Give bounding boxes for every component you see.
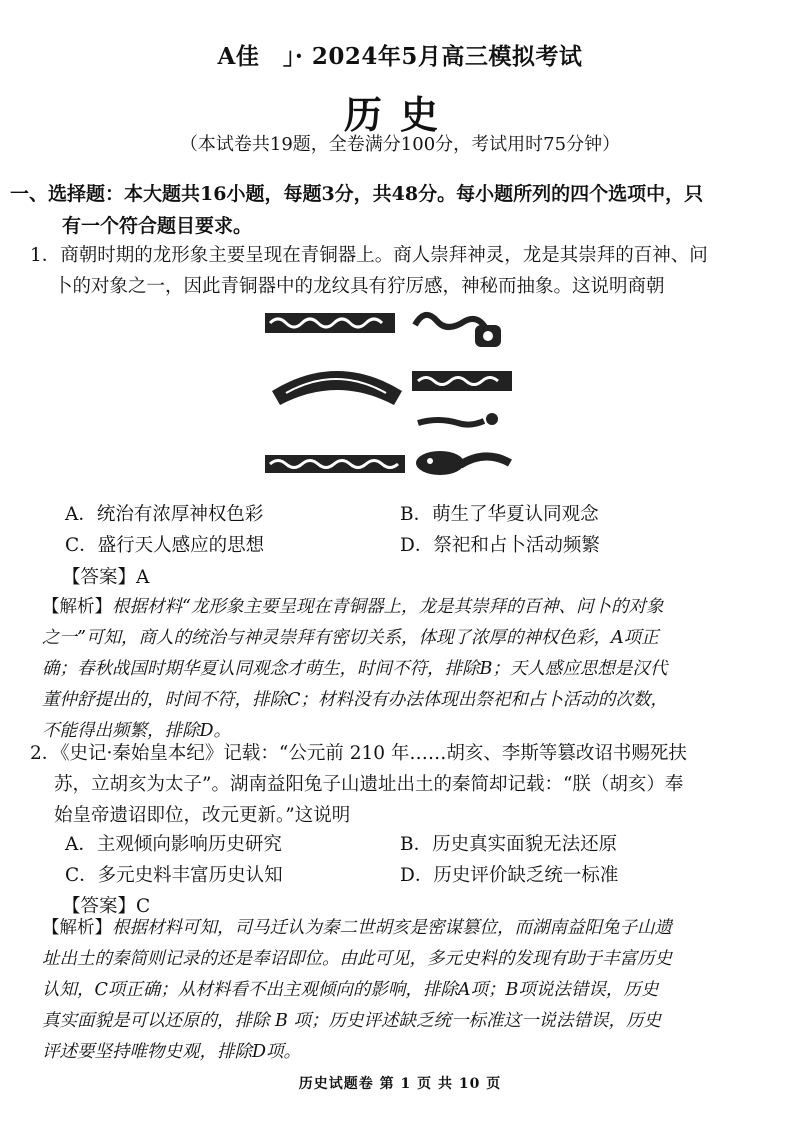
question-1-stem xyxy=(30,240,785,302)
option-row xyxy=(65,500,765,531)
section-heading-line1: 一、选择题：本大题共16小题，每题3分，共48分。每小题所列的四个选项中，只 xyxy=(10,183,704,205)
question-1-line2: 卜的对象之一，因此青铜器中的龙纹具有狞厉感，神秘而抽象。这说明商朝 xyxy=(54,276,665,297)
q1-option-d[interactable]: D．祭祀和占卜活动频繁 xyxy=(400,535,600,556)
q2-option-c[interactable]: C．多元史料丰富历史认知 xyxy=(65,865,283,886)
question-1-line1: 1．商朝时期的龙形象主要呈现在青铜器上。商人崇拜神灵，龙是其崇拜的百神、问 xyxy=(30,245,708,266)
page-footer: 历史试题卷 第 1 页 共 10 页 xyxy=(298,1076,502,1092)
option-row xyxy=(65,830,765,861)
q2-option-a[interactable]: A．主观倾向影响历史研究 xyxy=(65,834,282,855)
dragon-band-top-left xyxy=(265,313,395,333)
section-heading-line2: 有一个符合题目要求。 xyxy=(62,215,253,237)
q2-option-d[interactable]: D．历史评价缺乏统一标准 xyxy=(400,865,619,886)
dragon-figure-bottom-right xyxy=(416,451,510,475)
q2-analysis-line3: 认知，C项正确；从材料看不出主观倾向的影响，排除A项；B项说法错误，历史 xyxy=(42,980,659,1000)
q2-answer: 【答案】C xyxy=(62,896,151,917)
dragon-band-bottom-left xyxy=(265,455,405,473)
question-2-options xyxy=(65,830,765,892)
question-2-stem xyxy=(30,738,785,831)
q1-option-b[interactable]: B．萌生了华夏认同观念 xyxy=(400,504,599,525)
q2-analysis-tag: 【解析】 xyxy=(42,918,112,938)
q1-option-a[interactable]: A．统治有浓厚神权色彩 xyxy=(65,504,264,525)
q1-analysis xyxy=(42,592,782,747)
question-2-line1: 2．《史记·秦始皇本纪》记载：“公元前 210 年……胡亥、李斯等篡改诏书赐死扶 xyxy=(30,743,687,764)
q2-analysis-line1: 根据材料可知，司马迁认为秦二世胡亥是密谋篡位，而湖南益阳兔子山遗 xyxy=(112,918,672,938)
q2-analysis xyxy=(42,913,782,1068)
section-heading xyxy=(10,178,790,242)
q1-analysis-line1: 根据材料“龙形象主要呈现在青铜器上，龙是其崇拜的百神、问卜的对象 xyxy=(112,597,664,617)
q1-answer: 【答案】A xyxy=(62,567,150,588)
q1-analysis-line2: 之一”可知，商人的统治与神灵崇拜有密切关系，体现了浓厚的神权色彩，A项正 xyxy=(42,628,659,648)
q1-analysis-line4: 董仲舒提出的，时间不符，排除C；材料没有办法体现出祭祀和占卜活动的次数， xyxy=(42,690,668,710)
dragon-pattern-figure xyxy=(260,305,520,485)
q1-analysis-tag: 【解析】 xyxy=(42,597,112,617)
subject-title: 历史 xyxy=(343,92,456,137)
exam-title: A佳 」· 2024年5月高三模拟考试 xyxy=(217,43,583,70)
q1-analysis-line5: 不能得出频繁，排除D。 xyxy=(42,721,232,741)
question-2-line3: 始皇帝遗诏即位，改元更新。”这说明 xyxy=(54,805,351,826)
q1-option-c[interactable]: C．盛行天人感应的思想 xyxy=(65,535,265,556)
dragon-arc xyxy=(272,371,402,405)
option-row xyxy=(65,531,765,562)
dragon-figure-top-right xyxy=(415,315,501,347)
dragon-band-middle-right xyxy=(412,371,512,391)
q2-option-b[interactable]: B．历史真实面貌无法还原 xyxy=(400,834,618,855)
question-2-line2: 苏，立胡亥为太子”。湖南益阳兔子山遗址出土的秦简却记载：“朕（胡亥）奉 xyxy=(54,774,684,795)
exam-note: （本试卷共19题，全卷满分100分，考试用时75分钟） xyxy=(179,134,621,155)
q2-analysis-line2: 址出土的秦简则记录的还是奉诏即位。由此可见，多元史料的发现有助于丰富历史 xyxy=(42,949,672,969)
q2-analysis-line5: 评述要坚持唯物史观，排除D项。 xyxy=(42,1042,302,1062)
option-row xyxy=(65,861,765,892)
dragon-small xyxy=(418,413,498,425)
question-1-options xyxy=(65,500,765,562)
q1-analysis-line3: 确；春秋战国时期华夏认同观念才萌生，时间不符，排除B；天人感应思想是汉代 xyxy=(42,659,668,679)
q2-analysis-line4: 真实面貌是可以还原的，排除 B 项；历史评述缺乏统一标准这一说法错误，历史 xyxy=(42,1011,661,1031)
